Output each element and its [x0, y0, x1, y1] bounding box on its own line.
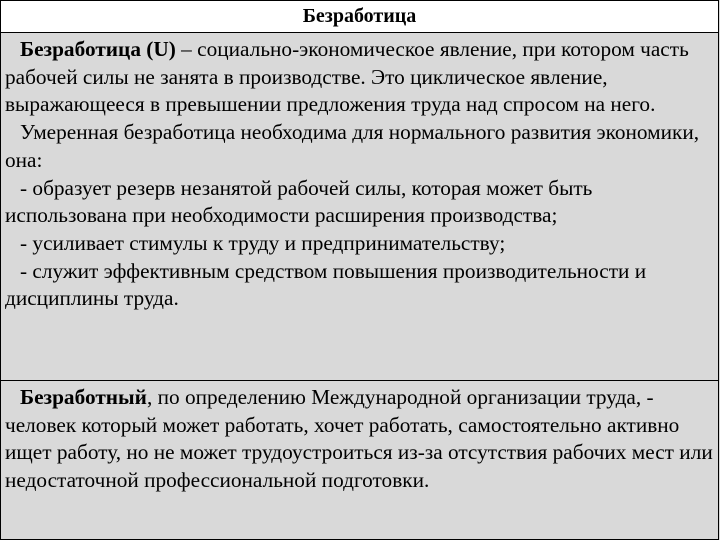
table-header-row: [1, 1, 719, 33]
unemployed-paragraph: [5, 384, 716, 495]
unemployment-definition-cell: [1, 33, 719, 381]
unemployed-body: , по определению Международной организации труда, - человек который может работать, хочет работать, самостоятельно активно ищет работу, но не может трудоустроиться из-за отсутствия рабочих мест или недостаточной профессиональной подготовки.: [5, 385, 713, 493]
list-item: - образует резерв незанятой рабочей силы, которая может быть использована при необходимости расширения производства;: [5, 175, 593, 228]
table-header: Безработица: [1, 1, 719, 33]
definition-paragraph: [5, 36, 716, 119]
unemployed-definition-cell: [1, 381, 719, 540]
table-row: [1, 381, 719, 540]
definition-body: – социально-экономическое явление, при котором часть рабочей силы не занята в производстве. Это циклическое явление, выражающееся в превышении предложения труда над спросом на него.: [5, 37, 689, 117]
unemployed-text: [1, 381, 718, 495]
definition-term: Безработица (U): [20, 37, 176, 61]
list-item: - усиливает стимулы к труду и предпринимательству;: [20, 230, 506, 255]
list-item: - служит эффективным средством повышения производительности и дисциплины труда.: [5, 258, 647, 311]
unemployed-term: Безработный: [20, 385, 147, 409]
table-row: [1, 33, 719, 381]
definition-text: [1, 33, 718, 313]
moderate-unemployment-paragraph: Умеренная безработица необходима для нормального развития экономики, она:: [5, 120, 700, 172]
